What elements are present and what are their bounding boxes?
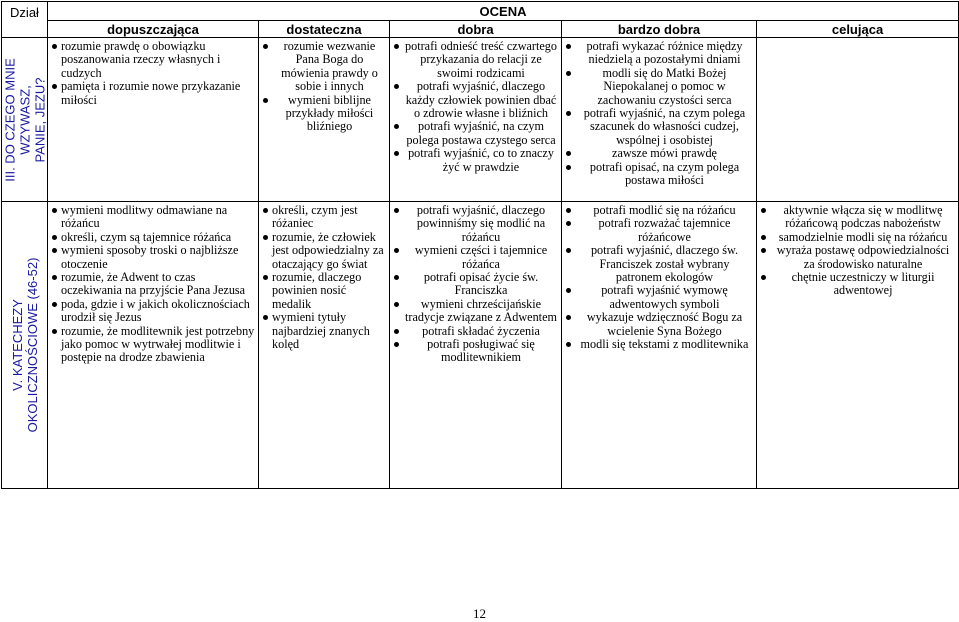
- criterion-item: potrafi wyjaśnić, dlaczego powinniśmy się modlić na różańcu: [390, 204, 559, 244]
- criterion-item: potrafi odnieść treść czwartego przykazania do relacji ze swoimi rodzicami: [390, 40, 559, 80]
- criterion-item: wymieni modlitwy odmawiane na różańcu: [48, 204, 256, 231]
- criterion-item: aktywnie włącza się w modlitwę różańcową podczas nabożeństw: [757, 204, 956, 231]
- criterion-item: potrafi wykazać różnice między niedzielą a pozostałymi dniami: [562, 40, 754, 67]
- criterion-item: potrafi modlić się na różańcu: [562, 204, 754, 217]
- criterion-item: potrafi rozważać tajemnice różańcowe: [562, 217, 754, 244]
- criterion-item: potrafi wyjaśnić wymowę adwentowych symboli: [562, 284, 754, 311]
- page-number: 12: [473, 606, 486, 621]
- criterion-item: modli się do Matki Bożej Niepokalanej o pomoc w zachowaniu czystości serca: [562, 67, 754, 107]
- criterion-item: wykazuje wdzięczność Bogu za wcielenie Syna Bożego: [562, 311, 754, 338]
- criteria-cell: [562, 202, 757, 489]
- grade-header-dopuszczajaca: dopuszczająca: [48, 21, 259, 38]
- criterion-item: rozumie, że modlitewnik jest potrzebny jako pomoc w wytrwałej modlitwie i postępie na drodze zbawienia: [48, 325, 256, 365]
- dzial-header: Dział: [2, 2, 48, 38]
- criterion-item: rozumie, dlaczego powinien nosić medalik: [259, 271, 387, 311]
- criterion-item: potrafi wyjaśnić, co to znaczy żyć w prawdzie: [390, 147, 559, 174]
- criterion-item: potrafi posługiwać się modlitewnikiem: [390, 338, 559, 365]
- criterion-item: potrafi wyjaśnić, na czym polega szacunek do własności cudzej, wspólnej i osobistej: [562, 107, 754, 147]
- criteria-cell: [259, 38, 390, 202]
- criterion-item: rozumie prawdę o obowiązku poszanowania rzeczy własnych i cudzych: [48, 40, 256, 80]
- criteria-cell: [562, 38, 757, 202]
- criterion-item: wymieni sposoby troski o najbliższe otoczenie: [48, 244, 256, 271]
- section-title: III. DO CZEGO MNIE WZYWASZ, PANIE, JEZU?: [2, 57, 47, 182]
- criteria-cell: [390, 202, 562, 489]
- criterion-item: samodzielnie modli się na różańcu: [757, 231, 956, 244]
- criterion-item: potrafi wyjaśnić, dlaczego każdy człowiek powinien dbać o zdrowie własne i bliźnich: [390, 80, 559, 120]
- criterion-item: wymieni tytuły najbardziej znanych kolęd: [259, 311, 387, 351]
- criterion-item: rozumie, że człowiek jest odpowiedzialny za otaczający go świat: [259, 231, 387, 271]
- criterion-item: potrafi opisać życie św. Franciszka: [390, 271, 559, 298]
- criterion-item: rozumie wezwanie Pana Boga do mówienia prawdy o sobie i innych: [259, 40, 387, 94]
- section-title: V. KATECHEZY OKOLICZNOŚCIOWE (46-52): [9, 257, 40, 433]
- criteria-cell: [48, 38, 259, 202]
- section-title-cell: [2, 38, 48, 202]
- section-title-cell: [2, 202, 48, 489]
- criterion-item: wymieni biblijne przykłady miłości bliźniego: [259, 94, 387, 134]
- grade-header-bardzo-dobra: bardzo dobra: [562, 21, 757, 38]
- grade-header-dobra: dobra: [390, 21, 562, 38]
- criteria-cell: [390, 38, 562, 202]
- criteria-cell: [757, 38, 959, 202]
- criterion-item: chętnie uczestniczy w liturgii adwentowej: [757, 271, 956, 298]
- criterion-item: potrafi wyjaśnić, na czym polega postawa czystego serca: [390, 120, 559, 147]
- criteria-cell: [757, 202, 959, 489]
- grading-table: [1, 1, 959, 489]
- grade-header-celujaca: celująca: [757, 21, 959, 38]
- criterion-item: potrafi opisać, na czym polega postawa miłości: [562, 161, 754, 188]
- ocena-header: OCENA: [48, 2, 959, 21]
- criterion-item: rozumie, że Adwent to czas oczekiwania na przyjście Pana Jezusa: [48, 271, 256, 298]
- criterion-item: modli się tekstami z modlitewnika: [562, 338, 754, 351]
- criterion-item: pamięta i rozumie nowe przykazanie miłości: [48, 80, 256, 107]
- criterion-item: określi, czym są tajemnice różańca: [48, 231, 256, 244]
- criterion-item: poda, gdzie i w jakich okolicznościach urodził się Jezus: [48, 298, 256, 325]
- criterion-item: wyraża postawę odpowiedzialności za środowisko naturalne: [757, 244, 956, 271]
- section-row: [2, 38, 959, 202]
- criterion-item: potrafi wyjaśnić, dlaczego św. Franciszek został wybrany patronem ekologów: [562, 244, 754, 284]
- criterion-item: określi, czym jest różaniec: [259, 204, 387, 231]
- criterion-item: potrafi składać życzenia: [390, 325, 559, 338]
- criteria-cell: [259, 202, 390, 489]
- criterion-item: wymieni części i tajemnice różańca: [390, 244, 559, 271]
- criterion-item: wymieni chrześcijańskie tradycje związane z Adwentem: [390, 298, 559, 325]
- criteria-cell: [48, 202, 259, 489]
- criterion-item: zawsze mówi prawdę: [562, 147, 754, 160]
- section-row: [2, 202, 959, 489]
- grade-header-dostateczna: dostateczna: [259, 21, 390, 38]
